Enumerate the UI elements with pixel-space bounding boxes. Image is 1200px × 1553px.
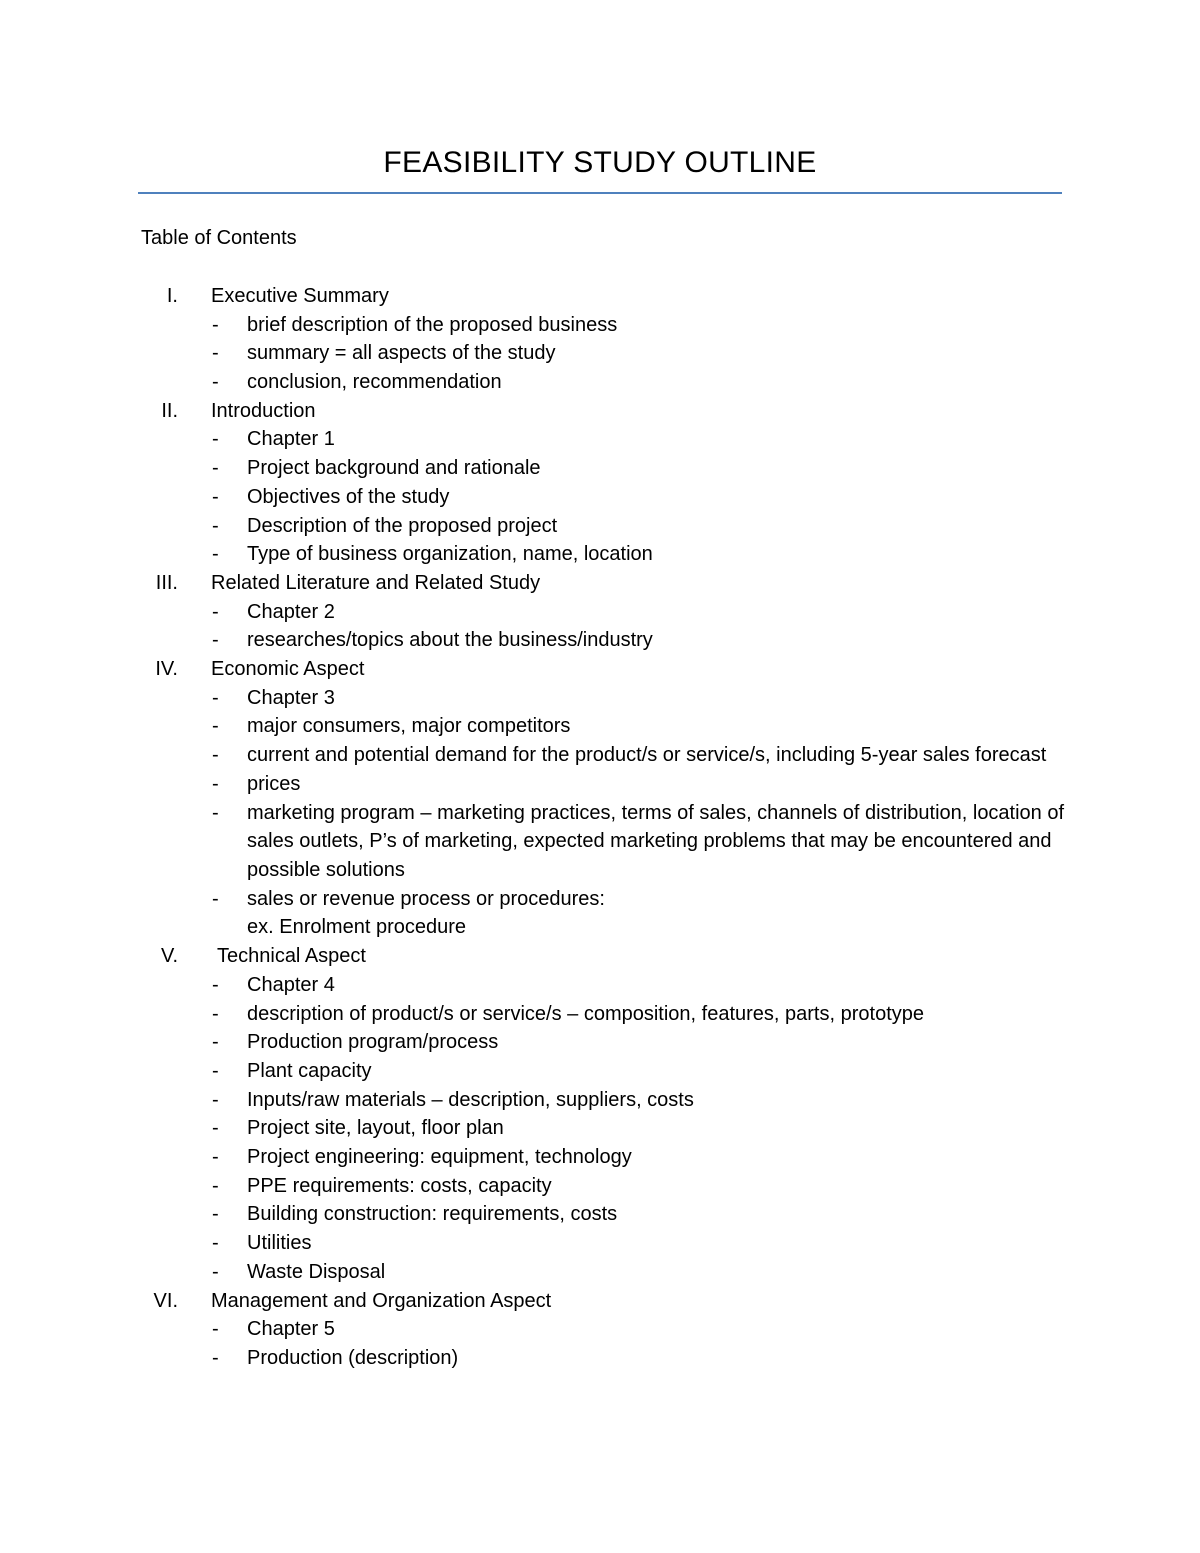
section-title: Technical Aspect — [217, 945, 366, 968]
dash-bullet: - — [212, 1318, 219, 1341]
dash-bullet: - — [212, 342, 219, 365]
section-heading — [0, 282, 1200, 311]
outline-item-text: marketing program – marketing practices, terms of sales, channels of distribution, location of sales outlets, P’s of marketing, expected marketing problems that may be encountered and possible solutions — [247, 801, 1065, 881]
dash-bullet: - — [212, 600, 219, 623]
outline-item — [0, 1114, 1200, 1143]
dash-bullet: - — [212, 1232, 219, 1255]
outline-item-text: description of product/s or service/s – composition, features, parts, prototype — [247, 1002, 924, 1025]
section-title: Related Literature and Related Study — [211, 572, 541, 594]
dash-bullet: - — [212, 514, 219, 537]
section-numeral: VI. — [153, 1289, 178, 1312]
section-numeral: V. — [160, 945, 178, 968]
dash-bullet: - — [212, 428, 219, 451]
dash-bullet: - — [212, 485, 219, 508]
dash-bullet: - — [212, 1174, 219, 1197]
dash-bullet: - — [212, 1031, 219, 1054]
document-title: FEASIBILITY STUDY OUTLINE — [383, 146, 817, 179]
outline-item — [0, 1086, 1200, 1115]
outline-item-text: Chapter 2 — [247, 600, 335, 623]
outline-item — [0, 971, 1200, 1000]
outline-item — [0, 885, 1200, 942]
outline-item-text: researches/topics about the business/industry — [247, 629, 653, 652]
section-heading — [0, 1287, 1200, 1316]
outline-section — [0, 569, 1200, 655]
section-title: Economic Aspect — [211, 658, 365, 681]
dash-bullet: - — [212, 686, 219, 709]
section-heading — [0, 942, 1200, 971]
outline-item — [0, 339, 1200, 368]
dash-bullet: - — [212, 1117, 219, 1140]
dash-bullet: - — [212, 744, 219, 767]
outline-item — [0, 512, 1200, 541]
outline-item — [0, 1143, 1200, 1172]
outline-item-text: Production (description) — [247, 1346, 459, 1369]
outline-item-text: Plant capacity — [247, 1059, 372, 1082]
dash-bullet: - — [212, 629, 219, 652]
outline-item — [0, 425, 1200, 454]
section-title: Management and Organization Aspect — [211, 1289, 552, 1312]
section-heading — [0, 397, 1200, 426]
outline-item — [0, 684, 1200, 713]
outline-item-text: Inputs/raw materials – description, suppliers, costs — [247, 1088, 694, 1111]
dash-bullet: - — [212, 1002, 219, 1025]
outline-item-text: Building construction: requirements, costs — [247, 1203, 618, 1226]
section-heading — [0, 655, 1200, 684]
outline-item — [0, 1315, 1200, 1344]
dash-bullet: - — [212, 1059, 219, 1082]
outline-item — [0, 741, 1200, 770]
outline-item — [0, 1258, 1200, 1287]
outline-section — [0, 942, 1200, 1286]
outline-item — [0, 770, 1200, 799]
outline-list — [0, 282, 1200, 1373]
dash-bullet: - — [212, 1088, 219, 1111]
dash-bullet: - — [212, 457, 219, 480]
outline-item-text: Type of business organization, name, location — [247, 543, 653, 566]
outline-item-text: Chapter 4 — [247, 973, 335, 996]
outline-item-text: Project site, layout, floor plan — [247, 1117, 504, 1140]
section-title: Introduction — [211, 399, 316, 422]
outline-item — [0, 1229, 1200, 1258]
outline-item — [0, 799, 1200, 885]
outline-item-text: Chapter 1 — [247, 428, 335, 451]
dash-bullet: - — [212, 1260, 219, 1283]
outline-item-text: summary = all aspects of the study — [247, 342, 556, 365]
outline-item — [0, 454, 1200, 483]
outline-item-text: Utilities — [247, 1232, 312, 1255]
outline-item — [0, 540, 1200, 569]
outline-item — [0, 712, 1200, 741]
dash-bullet: - — [212, 543, 219, 566]
section-heading — [0, 569, 1200, 598]
dash-bullet: - — [212, 715, 219, 738]
dash-bullet: - — [212, 772, 219, 795]
outline-item-text: prices — [247, 772, 301, 795]
outline-section — [0, 1287, 1200, 1373]
outline-item — [0, 598, 1200, 627]
outline-item-text: Project background and rationale — [247, 457, 541, 480]
dash-bullet: - — [212, 1346, 219, 1369]
outline-item — [0, 1200, 1200, 1229]
dash-bullet: - — [212, 371, 219, 394]
outline-item — [0, 368, 1200, 397]
outline-item-text: conclusion, recommendation — [247, 371, 502, 394]
outline-item-text: Project engineering: equipment, technology — [247, 1146, 632, 1169]
outline-item-text: Waste Disposal — [247, 1260, 386, 1283]
section-numeral: II. — [161, 399, 178, 422]
outline-item-text: PPE requirements: costs, capacity — [247, 1174, 552, 1197]
outline-item-text: sales or revenue process or procedures: — [247, 887, 605, 910]
outline-item-text: Production program/process — [247, 1031, 499, 1054]
outline-item-text: major consumers, major competitors — [247, 715, 571, 738]
outline-item — [0, 1057, 1200, 1086]
dash-bullet: - — [212, 801, 219, 824]
outline-item-text: Chapter 3 — [247, 686, 335, 709]
outline-item — [0, 311, 1200, 340]
outline-item — [0, 1172, 1200, 1201]
table-of-contents-heading: Table of Contents — [141, 227, 297, 249]
outline-item-text: current and potential demand for the product/s or service/s, including 5-year sales forecast — [247, 744, 1047, 767]
outline-section — [0, 282, 1200, 397]
dash-bullet: - — [212, 887, 219, 910]
dash-bullet: - — [212, 313, 219, 336]
outline-item-text: Objectives of the study — [247, 485, 450, 508]
outline-item — [0, 1344, 1200, 1373]
title-underline-rule — [138, 192, 1062, 194]
outline-item-example: ex. Enrolment procedure — [247, 916, 467, 939]
section-numeral: III. — [155, 572, 178, 594]
outline-item — [0, 483, 1200, 512]
dash-bullet: - — [212, 973, 219, 996]
outline-item-text: Description of the proposed project — [247, 514, 558, 537]
section-title: Executive Summary — [211, 285, 389, 307]
dash-bullet: - — [212, 1203, 219, 1226]
outline-section — [0, 655, 1200, 942]
section-numeral: I. — [166, 285, 178, 307]
outline-item — [0, 626, 1200, 655]
outline-item-text: brief description of the proposed business — [247, 313, 618, 336]
outline-item — [0, 1028, 1200, 1057]
dash-bullet: - — [212, 1146, 219, 1169]
section-numeral: IV. — [155, 658, 178, 681]
outline-item — [0, 1000, 1200, 1029]
outline-section — [0, 397, 1200, 569]
outline-item-text: Chapter 5 — [247, 1318, 335, 1341]
